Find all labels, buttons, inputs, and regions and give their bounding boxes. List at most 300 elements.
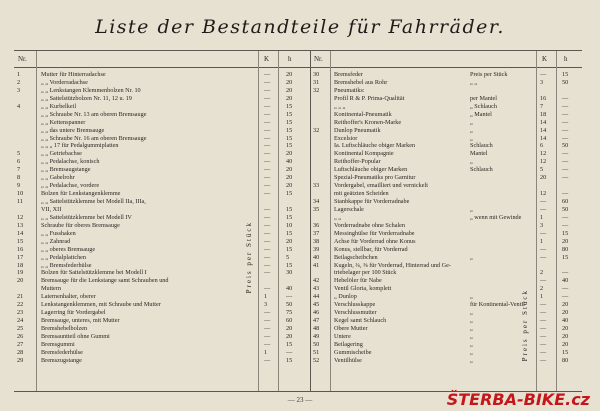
- row-number: 35: [313, 205, 320, 213]
- price-kronen: —: [540, 71, 547, 78]
- price-unit: für Kontinental-Ventil: [470, 301, 525, 309]
- price-heller: 75: [286, 309, 293, 317]
- price-heller: 20: [286, 150, 293, 158]
- price-kronen: —: [264, 94, 271, 102]
- part-name: Bremshebelbolzen: [41, 325, 88, 332]
- table-row: [14, 198, 310, 206]
- price-heller: 20: [286, 94, 293, 102]
- table-row: [14, 182, 310, 190]
- table-row: [14, 166, 310, 174]
- table-row: [310, 214, 582, 222]
- table-row: [310, 142, 582, 150]
- price-heller: 15: [286, 340, 293, 348]
- part-name: „ „ Lenkstangen Klemmenbolzen Nr. 10: [41, 86, 141, 94]
- table-row: [14, 349, 310, 357]
- table-row: [310, 111, 582, 119]
- price-kronen: —: [540, 229, 547, 237]
- part-name: Reithoffer-Popular: [334, 158, 381, 166]
- row-number: 17: [17, 253, 24, 261]
- price-kronen: —: [264, 102, 271, 110]
- row-number: 41: [313, 261, 320, 269]
- row-number: 4: [17, 102, 21, 110]
- price-kronen: —: [264, 182, 271, 190]
- price-heller: 15: [286, 261, 293, 269]
- price-kronen: —: [264, 332, 271, 340]
- table-row: [14, 254, 310, 262]
- price-kronen: —: [264, 110, 271, 118]
- price-kronen: —: [264, 71, 271, 78]
- part-name: Beilagering: [334, 340, 363, 348]
- price-kronen: 12: [540, 190, 547, 198]
- price-heller: —: [562, 126, 569, 134]
- price-heller: 15: [286, 229, 293, 237]
- price-heller: 15: [286, 205, 293, 213]
- price-heller: 50: [562, 78, 569, 86]
- row-number: 7: [17, 166, 21, 174]
- part-name: Pneumatiks:: [334, 86, 365, 94]
- part-name: „ „ Kettenspanner: [41, 118, 86, 126]
- part-name: Bolzen für Sattelstützklemme bei Modell I: [41, 269, 147, 277]
- price-heller: 15: [286, 356, 293, 364]
- price-heller: 20: [562, 332, 569, 340]
- row-number: 14: [17, 229, 24, 237]
- price-unit: „: [470, 356, 473, 364]
- price-heller: 40: [286, 158, 293, 166]
- part-name: „ „ das untere Bremsauge: [41, 126, 105, 134]
- price-heller: —: [562, 110, 569, 118]
- row-number: 51: [313, 348, 320, 356]
- part-name: „ „ Sattelstützbolzen Nr. 11, 12 u. 19: [41, 94, 132, 102]
- price-unit: „: [470, 205, 473, 213]
- part-name: „ „ Pedalachse, vordere: [41, 182, 100, 190]
- price-kronen: —: [264, 325, 271, 332]
- price-heller: 20: [562, 340, 569, 348]
- part-name: Muttern: [41, 285, 61, 293]
- row-number: 38: [313, 237, 320, 245]
- price-kronen: —: [264, 317, 271, 325]
- table-row: [310, 238, 582, 246]
- row-number: 34: [313, 198, 320, 205]
- table-row: [14, 87, 310, 95]
- row-number: 5: [17, 150, 21, 158]
- table-row: [14, 222, 310, 230]
- k-header: K: [264, 55, 270, 63]
- price-heller: 20: [286, 174, 293, 182]
- part-name: mit geätzten Scheiden: [334, 190, 389, 198]
- row-number: 30: [313, 71, 320, 78]
- row-number: 8: [17, 174, 21, 182]
- price-kronen: —: [540, 356, 547, 364]
- table-row: [310, 357, 582, 365]
- row-number: 49: [313, 332, 320, 340]
- nr-header: Nr.: [18, 55, 27, 63]
- price-heller: 40: [562, 277, 569, 285]
- price-kronen: —: [264, 205, 271, 213]
- table-row: [14, 142, 310, 150]
- table-row: [14, 150, 310, 158]
- part-name: Lenkstangenklemmen, mit Schraube und Mutter: [41, 301, 161, 309]
- price-heller: —: [562, 293, 569, 301]
- price-heller: 10: [286, 221, 293, 229]
- table-row: [14, 357, 310, 365]
- part-name: Kugeln, ¼, ⅜ für Vorderrad, Hinterrad und Ge-: [334, 261, 451, 269]
- table-row: [14, 158, 310, 166]
- table-row: [310, 325, 582, 333]
- table-row: [310, 246, 582, 254]
- price-kronen: 16: [540, 94, 547, 102]
- table-row: [14, 285, 310, 293]
- price-heller: 20: [286, 182, 293, 190]
- price-heller: 15: [286, 213, 293, 221]
- price-kronen: —: [264, 174, 271, 182]
- price-kronen: 1: [264, 293, 268, 301]
- price-unit: Preis per Stück: [470, 71, 508, 78]
- table-row: [14, 95, 310, 103]
- price-unit: „ Schlauch: [470, 102, 497, 110]
- table-row: [310, 317, 582, 325]
- price-heller: 15: [286, 190, 293, 198]
- price-per-piece-label: Preis per Stück: [245, 221, 253, 294]
- row-number: 32: [313, 86, 320, 94]
- price-heller: 15: [286, 142, 293, 150]
- price-unit: „: [470, 253, 473, 261]
- part-name: Dunlop Pneumatik: [334, 126, 381, 134]
- table-row: [14, 301, 310, 309]
- k-header: K: [542, 55, 548, 63]
- price-heller: —: [562, 221, 569, 229]
- price-heller: —: [286, 348, 293, 356]
- row-number: 50: [313, 340, 320, 348]
- price-kronen: 14: [540, 126, 547, 134]
- price-heller: 15: [562, 229, 569, 237]
- h-header: h: [288, 55, 292, 63]
- row-number: 13: [17, 221, 24, 229]
- row-number: 48: [313, 325, 320, 332]
- part-name: „ „ Pedalachse, konisch: [41, 158, 100, 166]
- price-kronen: —: [264, 356, 271, 364]
- part-name: „ „ Bremsfederhülse: [41, 261, 92, 269]
- price-kronen: 2: [540, 285, 544, 293]
- price-kronen: 3: [264, 301, 268, 309]
- row-number: 32: [313, 126, 320, 134]
- part-name: „ „ Sattelstützklemme bei Modell IIa, IIIa,: [41, 198, 146, 205]
- row-number: 43: [313, 285, 320, 293]
- table-row: [310, 79, 582, 87]
- table-row: [14, 309, 310, 317]
- left-column: [14, 51, 311, 391]
- price-unit: „: [470, 309, 473, 317]
- price-kronen: —: [264, 245, 271, 253]
- part-name: Untere: [334, 332, 351, 340]
- part-name: Gummischeibe: [334, 348, 372, 356]
- price-heller: 20: [562, 237, 569, 245]
- table-row: [310, 309, 582, 317]
- row-number: 20: [17, 277, 24, 285]
- part-name: „ „ „ 17 für Pedalgummiplatten: [41, 142, 119, 150]
- price-kronen: —: [540, 348, 547, 356]
- price-heller: 15: [286, 110, 293, 118]
- part-name: „ „ Fusshaken: [41, 229, 76, 237]
- part-name: Vordergabel, emailliert und vernickelt: [334, 182, 428, 190]
- left-rows: [14, 71, 310, 365]
- table-row: [310, 285, 582, 293]
- part-name: Lagerring für Vordergabel: [41, 309, 106, 317]
- price-heller: —: [286, 293, 293, 301]
- price-kronen: —: [264, 229, 271, 237]
- table-row: [310, 301, 582, 309]
- price-heller: 15: [286, 118, 293, 126]
- price-heller: 60: [562, 198, 569, 205]
- part-name: Achse für Vorderrad ohne Konus: [334, 237, 416, 245]
- part-name: Ventilhülse: [334, 356, 362, 364]
- part-name: „ „ Zahnrad: [41, 237, 71, 245]
- row-number: 25: [17, 325, 24, 332]
- price-kronen: 18: [540, 110, 547, 118]
- price-heller: 15: [286, 134, 293, 142]
- table-row: [310, 95, 582, 103]
- price-kronen: —: [264, 166, 271, 174]
- part-name: Messinghülse für Vorderradnabe: [334, 229, 415, 237]
- price-kronen: —: [264, 190, 271, 198]
- price-heller: —: [562, 134, 569, 142]
- price-kronen: 12: [540, 150, 547, 158]
- row-number: 9: [17, 182, 21, 190]
- price-heller: 50: [562, 205, 569, 213]
- row-number: 44: [313, 293, 320, 301]
- price-heller: 20: [286, 237, 293, 245]
- table-row: [310, 293, 582, 301]
- price-heller: 20: [286, 166, 293, 174]
- row-number: 29: [17, 356, 24, 364]
- price-unit: „: [470, 332, 473, 340]
- table-row: [14, 206, 310, 214]
- row-number: 27: [17, 340, 24, 348]
- part-name: Bremsfederhülse: [41, 348, 83, 356]
- part-name: triebelager per 100 Stück: [334, 269, 397, 277]
- part-name: Bremsfeder: [334, 71, 363, 78]
- table-row: [14, 79, 310, 87]
- price-heller: 40: [286, 285, 293, 293]
- part-name: Kontinental Kompagnie: [334, 150, 394, 158]
- price-kronen: 5: [540, 166, 544, 174]
- row-number: 36: [313, 221, 320, 229]
- price-heller: 15: [562, 71, 569, 78]
- price-heller: 80: [562, 245, 569, 253]
- table-row: [310, 349, 582, 357]
- price-heller: 20: [562, 301, 569, 309]
- table-row: [310, 71, 582, 79]
- price-kronen: —: [540, 198, 547, 205]
- row-number: 11: [17, 198, 23, 205]
- left-header: [14, 51, 310, 68]
- part-name: „ „ „: [334, 102, 346, 110]
- part-name: Obere Mutter: [334, 325, 368, 332]
- page-title: Liste der Bestandteile für Fahrräder.: [95, 16, 505, 38]
- price-heller: 15: [562, 253, 569, 261]
- row-number: 45: [313, 301, 320, 309]
- price-kronen: —: [264, 237, 271, 245]
- price-kronen: —: [264, 221, 271, 229]
- row-number: 37: [313, 229, 320, 237]
- h-header: h: [564, 55, 568, 63]
- row-number: 31: [313, 78, 320, 86]
- price-kronen: —: [264, 213, 271, 221]
- price-kronen: —: [264, 150, 271, 158]
- price-kronen: —: [540, 205, 547, 213]
- part-name: Ventil Gloria, komplett: [334, 285, 392, 293]
- table-row: [310, 158, 582, 166]
- table-row: [310, 182, 582, 190]
- price-kronen: 1: [540, 237, 544, 245]
- price-unit: „: [470, 134, 473, 142]
- part-name: Laternenhalter, oberer: [41, 293, 96, 301]
- part-name: Mutter für Hinterradachse: [41, 71, 106, 78]
- part-name: Bremsauge, unteres, mit Mutter: [41, 317, 120, 325]
- table-row: [310, 190, 582, 198]
- right-column: [310, 51, 582, 391]
- table-row: [310, 254, 582, 262]
- right-header: [310, 51, 582, 68]
- part-name: Bremszugstange: [41, 356, 82, 364]
- price-heller: —: [562, 285, 569, 293]
- price-kronen: —: [540, 340, 547, 348]
- price-unit: per Mantel: [470, 94, 497, 102]
- price-unit: Schlauch: [470, 142, 493, 150]
- row-number: 28: [17, 348, 24, 356]
- part-name: Verschlussmutter: [334, 309, 377, 317]
- price-heller: 80: [562, 356, 569, 364]
- table-row: [310, 198, 582, 206]
- price-heller: 15: [562, 348, 569, 356]
- price-kronen: —: [540, 301, 547, 309]
- price-kronen: —: [264, 253, 271, 261]
- row-number: 6: [17, 158, 21, 166]
- table-row: [310, 269, 582, 277]
- price-heller: —: [562, 174, 569, 182]
- row-number: 23: [17, 309, 24, 317]
- part-name: Excelsior: [334, 134, 358, 142]
- price-kronen: —: [264, 269, 271, 277]
- part-name: Bremshebel aus Rohr: [334, 78, 388, 86]
- price-kronen: —: [540, 325, 547, 332]
- row-number: 16: [17, 245, 24, 253]
- price-unit: „ Mantel: [470, 110, 492, 118]
- table-row: [14, 246, 310, 254]
- price-heller: —: [562, 269, 569, 277]
- table-row: [14, 119, 310, 127]
- price-kronen: 12: [540, 158, 547, 166]
- table-row: [310, 262, 582, 270]
- row-number: 42: [313, 277, 320, 285]
- part-name: Kontinental-Pneumatik: [334, 110, 392, 118]
- table-row: [310, 166, 582, 174]
- right-rows: [310, 71, 582, 365]
- watermark-logo: ŠTERBA-BIKE.cz: [446, 390, 590, 409]
- price-heller: 15: [286, 126, 293, 134]
- table-row: [14, 174, 310, 182]
- parts-table: [14, 50, 582, 392]
- price-heller: —: [562, 94, 569, 102]
- table-row: [14, 103, 310, 111]
- price-unit: „: [470, 126, 473, 134]
- price-heller: 15: [286, 102, 293, 110]
- part-name: Vorderradnabe ohne Schalen: [334, 221, 406, 229]
- price-unit: „: [470, 293, 473, 301]
- table-row: [14, 238, 310, 246]
- row-number: 1: [17, 71, 21, 78]
- part-name: VII, XII: [41, 205, 62, 213]
- price-kronen: 2: [540, 269, 544, 277]
- price-kronen: 1: [264, 348, 268, 356]
- part-name: „ „ Bremsaugstange: [41, 166, 91, 174]
- table-row: [310, 87, 582, 95]
- price-heller: 15: [286, 245, 293, 253]
- price-kronen: —: [264, 134, 271, 142]
- part-name: Beilagscheibchen: [334, 253, 378, 261]
- part-name: Ia. Luftschläuche obiger Marken: [334, 142, 416, 150]
- price-heller: 20: [286, 86, 293, 94]
- table-row: [310, 230, 582, 238]
- table-row: [14, 293, 310, 301]
- row-number: 3: [17, 86, 21, 94]
- table-row: [310, 341, 582, 349]
- table-row: [14, 230, 310, 238]
- row-number: 24: [17, 317, 24, 325]
- table-row: [14, 135, 310, 143]
- table-row: [310, 135, 582, 143]
- part-name: „ „ Getriebachse: [41, 150, 82, 158]
- row-number: 46: [313, 309, 320, 317]
- price-kronen: —: [264, 285, 271, 293]
- price-unit: „: [470, 158, 473, 166]
- price-heller: —: [562, 150, 569, 158]
- price-heller: 50: [562, 142, 569, 150]
- part-name: „ „ Kurbelkeil: [41, 102, 77, 110]
- price-kronen: 14: [540, 134, 547, 142]
- table-row: [310, 119, 582, 127]
- row-number: 2: [17, 78, 21, 86]
- price-heller: —: [562, 102, 569, 110]
- part-name: „ „ Pedalplattchen: [41, 253, 87, 261]
- price-kronen: 3: [540, 221, 544, 229]
- table-row: [310, 277, 582, 285]
- price-kronen: 6: [540, 142, 544, 150]
- row-number: 15: [17, 237, 24, 245]
- price-heller: —: [562, 166, 569, 174]
- price-heller: 20: [286, 332, 293, 340]
- part-name: Luftschläuche obiger Marken: [334, 166, 408, 174]
- price-kronen: —: [264, 78, 271, 86]
- row-number: 39: [313, 245, 320, 253]
- price-kronen: —: [264, 158, 271, 166]
- row-number: 47: [313, 317, 320, 325]
- table-row: [14, 277, 310, 285]
- table-row: [14, 262, 310, 270]
- price-kronen: —: [264, 86, 271, 94]
- price-kronen: —: [264, 118, 271, 126]
- part-name: „ „ Schraube Nr. 16 am oberen Bremsauge: [41, 134, 147, 142]
- part-name: Verschlusskappe: [334, 301, 376, 309]
- price-kronen: 3: [540, 78, 544, 86]
- price-kronen: 1: [540, 293, 544, 301]
- part-name: Bremsgummi: [41, 340, 75, 348]
- part-name: Bremsauntteil ohne Gummi: [41, 332, 110, 340]
- price-heller: 30: [286, 269, 293, 277]
- price-kronen: 20: [540, 174, 547, 182]
- table-row: [310, 150, 582, 158]
- table-row: [14, 317, 310, 325]
- table-row: [14, 269, 310, 277]
